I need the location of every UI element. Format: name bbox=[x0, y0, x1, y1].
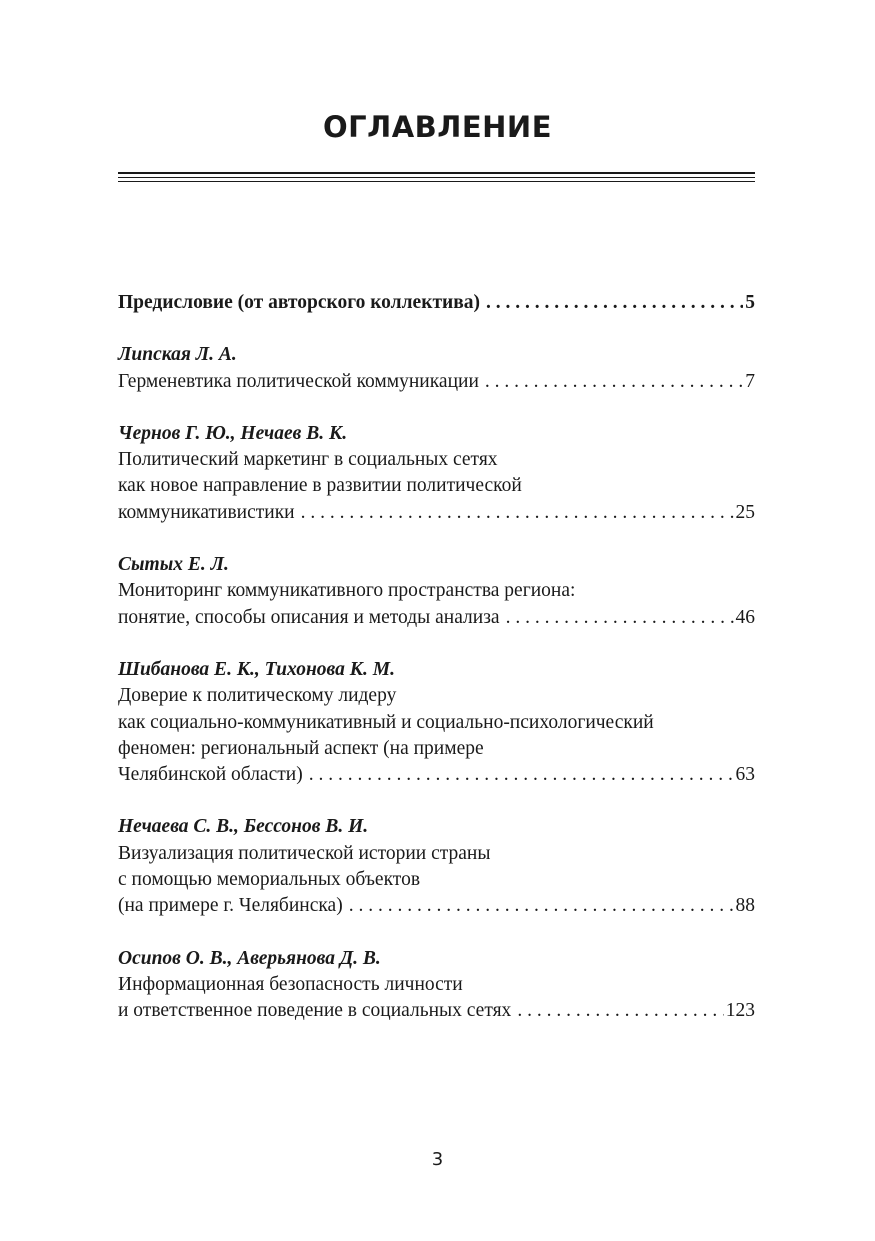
leader-dots bbox=[485, 369, 743, 395]
toc-entry-title-line: Визуализация политической истории страны bbox=[118, 842, 491, 864]
toc-author: Нечаева С. В., Бессонов В. И. bbox=[118, 816, 369, 838]
toc-entry-title: Челябинской области) bbox=[118, 764, 303, 786]
toc-page-number: 88 bbox=[735, 895, 755, 917]
toc-entry-title-line: Политический маркетинг в социальных сетях bbox=[118, 449, 498, 471]
toc-entry-title-line: Доверие к политическому лидеру bbox=[118, 685, 397, 707]
leader-dots bbox=[309, 762, 734, 788]
leader-dots bbox=[506, 605, 734, 631]
toc-entry-title: понятие, способы описания и методы анализа bbox=[118, 606, 500, 628]
toc-entry-title: и ответственное поведение в социальных сетях bbox=[118, 1000, 512, 1022]
toc-entry-title-line: с помощью мемориальных объектов bbox=[118, 869, 421, 891]
leader-dots bbox=[486, 290, 743, 316]
leader-dots bbox=[301, 500, 734, 526]
toc-entry-title: Предисловие (от авторского коллектива) bbox=[118, 292, 481, 313]
toc-page-number: 63 bbox=[735, 764, 755, 786]
page-title: ОГЛАВЛЕНИЕ bbox=[322, 110, 552, 144]
toc-author: Шибанова Е. К., Тихонова К. М. bbox=[118, 658, 395, 680]
page-number: 3 bbox=[431, 1149, 444, 1170]
toc-entry-title-line: Мониторинг коммуникативного пространства региона: bbox=[118, 580, 576, 602]
toc-entry-title-line: феномен: региональный аспект (на примере bbox=[118, 737, 484, 759]
toc-entry-title: Герменевтика политической коммуникации bbox=[118, 370, 479, 392]
toc-author: Сытых Е. Л. bbox=[118, 554, 229, 576]
title-divider-thin-1 bbox=[118, 177, 755, 178]
toc-entry-line bbox=[118, 290, 755, 316]
table-of-contents bbox=[118, 290, 755, 1051]
toc-entry-line bbox=[118, 893, 755, 919]
toc-entry-preface[interactable] bbox=[118, 290, 755, 316]
toc-author: Липская Л. А. bbox=[118, 344, 237, 366]
toc-author: Осипов О. В., Аверьянова Д. В. bbox=[118, 947, 381, 969]
toc-entry[interactable] bbox=[118, 342, 755, 395]
toc-entry[interactable] bbox=[118, 657, 755, 788]
toc-entry-title-line: Информационная безопасность личности bbox=[118, 973, 463, 995]
toc-entry-title-line: как новое направление в развитии политической bbox=[118, 475, 522, 497]
toc-entry[interactable] bbox=[118, 814, 755, 919]
title-divider-thick bbox=[118, 172, 755, 174]
toc-entry-line bbox=[118, 369, 755, 395]
toc-entry[interactable] bbox=[118, 946, 755, 1025]
toc-entry-title-line: как социально-коммуникативный и социально-психологический bbox=[118, 711, 654, 733]
toc-entry-line bbox=[118, 500, 755, 526]
toc-page-number: 25 bbox=[735, 501, 755, 523]
toc-page-number: 7 bbox=[745, 370, 755, 392]
toc-entry-line bbox=[118, 998, 755, 1024]
leader-dots bbox=[349, 893, 734, 919]
toc-page-number: 5 bbox=[745, 292, 755, 313]
toc-entry-line bbox=[118, 762, 755, 788]
toc-page-number: 46 bbox=[735, 606, 755, 628]
toc-entry-title: коммуникативистики bbox=[118, 501, 295, 523]
leader-dots bbox=[517, 998, 723, 1024]
toc-entry[interactable] bbox=[118, 421, 755, 526]
toc-entry-title: (на примере г. Челябинска) bbox=[118, 895, 343, 917]
toc-page-number: 123 bbox=[725, 1000, 755, 1022]
toc-entry[interactable] bbox=[118, 552, 755, 631]
toc-entry-line bbox=[118, 605, 755, 631]
toc-author: Чернов Г. Ю., Нечаев В. К. bbox=[118, 422, 348, 444]
title-divider-thin-2 bbox=[118, 181, 755, 182]
